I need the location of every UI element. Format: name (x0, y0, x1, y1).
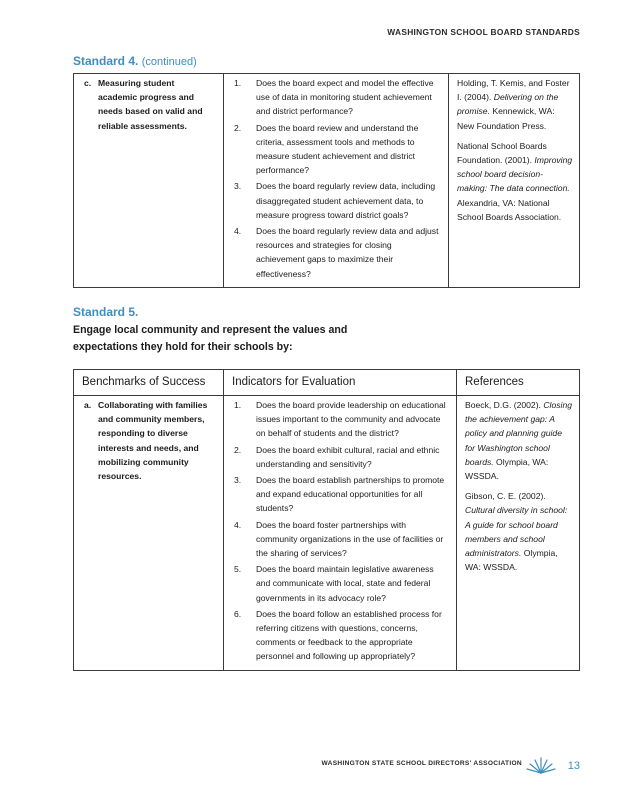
benchmark-cell (74, 396, 224, 671)
table-row (74, 396, 580, 671)
footer-organization: WASHINGTON STATE SCHOOL DIRECTORS' ASSOCIATION (321, 760, 522, 767)
standard-5-title: Standard 5. (73, 305, 139, 319)
indicator-number: 3. (234, 181, 242, 192)
reference-author: Boeck, D.G. (2002). (465, 400, 544, 410)
reference-publisher: Olympia, WA: WSSDA. (465, 456, 549, 482)
indicator-text: Does the board provide leadership on educational issues important to the community and advocate on behalf of students and the district? (256, 400, 446, 439)
standard-4-table (73, 73, 580, 288)
list-item (230, 473, 448, 516)
page-number: 13 (567, 760, 580, 772)
benchmark-cell (74, 74, 224, 288)
indicators-header: Indicators for Evaluation (224, 370, 457, 396)
indicator-text: Does the board expect and model the effective use of data in monitoring student achievement and district performance? (256, 78, 434, 117)
standard-4-title (73, 54, 197, 68)
indicator-text: Does the board establish partnerships to promote and expand educational opportunities for all students? (256, 475, 445, 514)
reference-title: Cultural diversity in school: A guide for school board members and school administrators. (465, 505, 568, 559)
indicator-text: Does the board follow an established process for referring citizens with questions, concerns, comments or feedback to the appropriate personnel and following up appropriately? (256, 608, 442, 662)
indicator-text: Does the board review and understand the criteria, assessment tools and methods to measure student achievement and district performance? (256, 122, 419, 176)
benchmark-text: Collaborating with families and community members, responding to diverse interests and needs, and mobilizing community resources. (98, 400, 208, 482)
indicator-text: Does the board exhibit cultural, racial and ethnic understanding and sensitivity? (256, 444, 440, 469)
reference-author: Gibson, C. E. (2002). (465, 491, 546, 502)
reference-publisher: Kennewick, WA: New Foundation Press. (457, 106, 555, 131)
references-header: References (457, 370, 580, 396)
list-item (230, 518, 448, 561)
indicator-text: Does the board regularly review data, including disaggregated student achievement data, to measure progress toward district goals? (256, 181, 436, 220)
indicator-number: 2. (234, 444, 242, 455)
standard-5-table (73, 369, 580, 671)
indicator-text: Does the board foster partnerships with community organizations in the use of facilities or the sharing of services? (256, 519, 444, 559)
reference-item (465, 398, 573, 483)
references-cell (449, 74, 580, 288)
reference-author: National School Boards Foundation. (2001). (457, 140, 547, 166)
benchmark-letter: c. (84, 78, 92, 88)
benchmarks-header: Benchmarks of Success (74, 370, 224, 396)
reference-item (457, 76, 573, 133)
standard-5-description: Engage local community and represent the values and expectations they hold for their schools by: (73, 324, 348, 353)
indicator-number: 6. (234, 608, 242, 619)
list-item (230, 607, 448, 664)
reference-title: Improving school board decision-making: The data connection. (457, 155, 573, 194)
list-item (230, 224, 440, 281)
reference-publisher: Alexandria, VA: National School Boards Association. (457, 197, 562, 222)
standard-4-label: Standard 4. (73, 54, 139, 68)
reference-title: Closing the achievement gap: A policy and planning guide for Washington school boards. (465, 400, 573, 467)
benchmark-text: Measuring student academic progress and needs based on valid and reliable assessments. (98, 78, 203, 131)
list-item (230, 398, 448, 441)
reference-publisher: Olympia, WA: WSSDA. (465, 548, 558, 573)
indicator-number: 2. (234, 122, 242, 133)
benchmark-item (84, 76, 213, 133)
indicator-number: 3. (234, 475, 242, 486)
indicator-number: 5. (234, 564, 242, 575)
indicator-number: 4. (234, 519, 242, 530)
benchmark-letter: a. (84, 400, 92, 410)
benchmark-item (84, 398, 213, 483)
list-item (230, 443, 448, 471)
continued-label: (continued) (141, 56, 197, 68)
indicator-number: 1. (234, 78, 242, 88)
indicator-number: 1. (234, 400, 242, 410)
table-header-row (74, 370, 580, 396)
table-row (74, 74, 580, 288)
list-item (230, 76, 440, 119)
reference-title: Delivering on the promise. (457, 92, 559, 117)
list-item (230, 121, 440, 178)
list-item (230, 562, 448, 605)
indicator-text: Does the board regularly review data and adjust resources and strategies for closing achievement gaps to maximize their effectiveness? (256, 226, 439, 279)
indicators-cell (224, 74, 449, 288)
indicators-cell (224, 396, 457, 671)
list-item (230, 179, 440, 222)
reference-item (465, 489, 573, 574)
indicators-list (230, 398, 448, 664)
indicator-text: Does the board maintain legislative awareness and communicate with local, state and federal governments in its advocacy role? (256, 564, 434, 603)
reference-author: Holding, T. Kemis, and Foster I. (2004). (457, 78, 570, 103)
page-header: WASHINGTON SCHOOL BOARD STANDARDS (387, 27, 580, 37)
references-cell (457, 396, 580, 671)
indicator-number: 4. (234, 226, 242, 237)
sunburst-logo-icon (526, 756, 556, 774)
indicators-list (230, 76, 440, 281)
reference-item (457, 139, 573, 224)
